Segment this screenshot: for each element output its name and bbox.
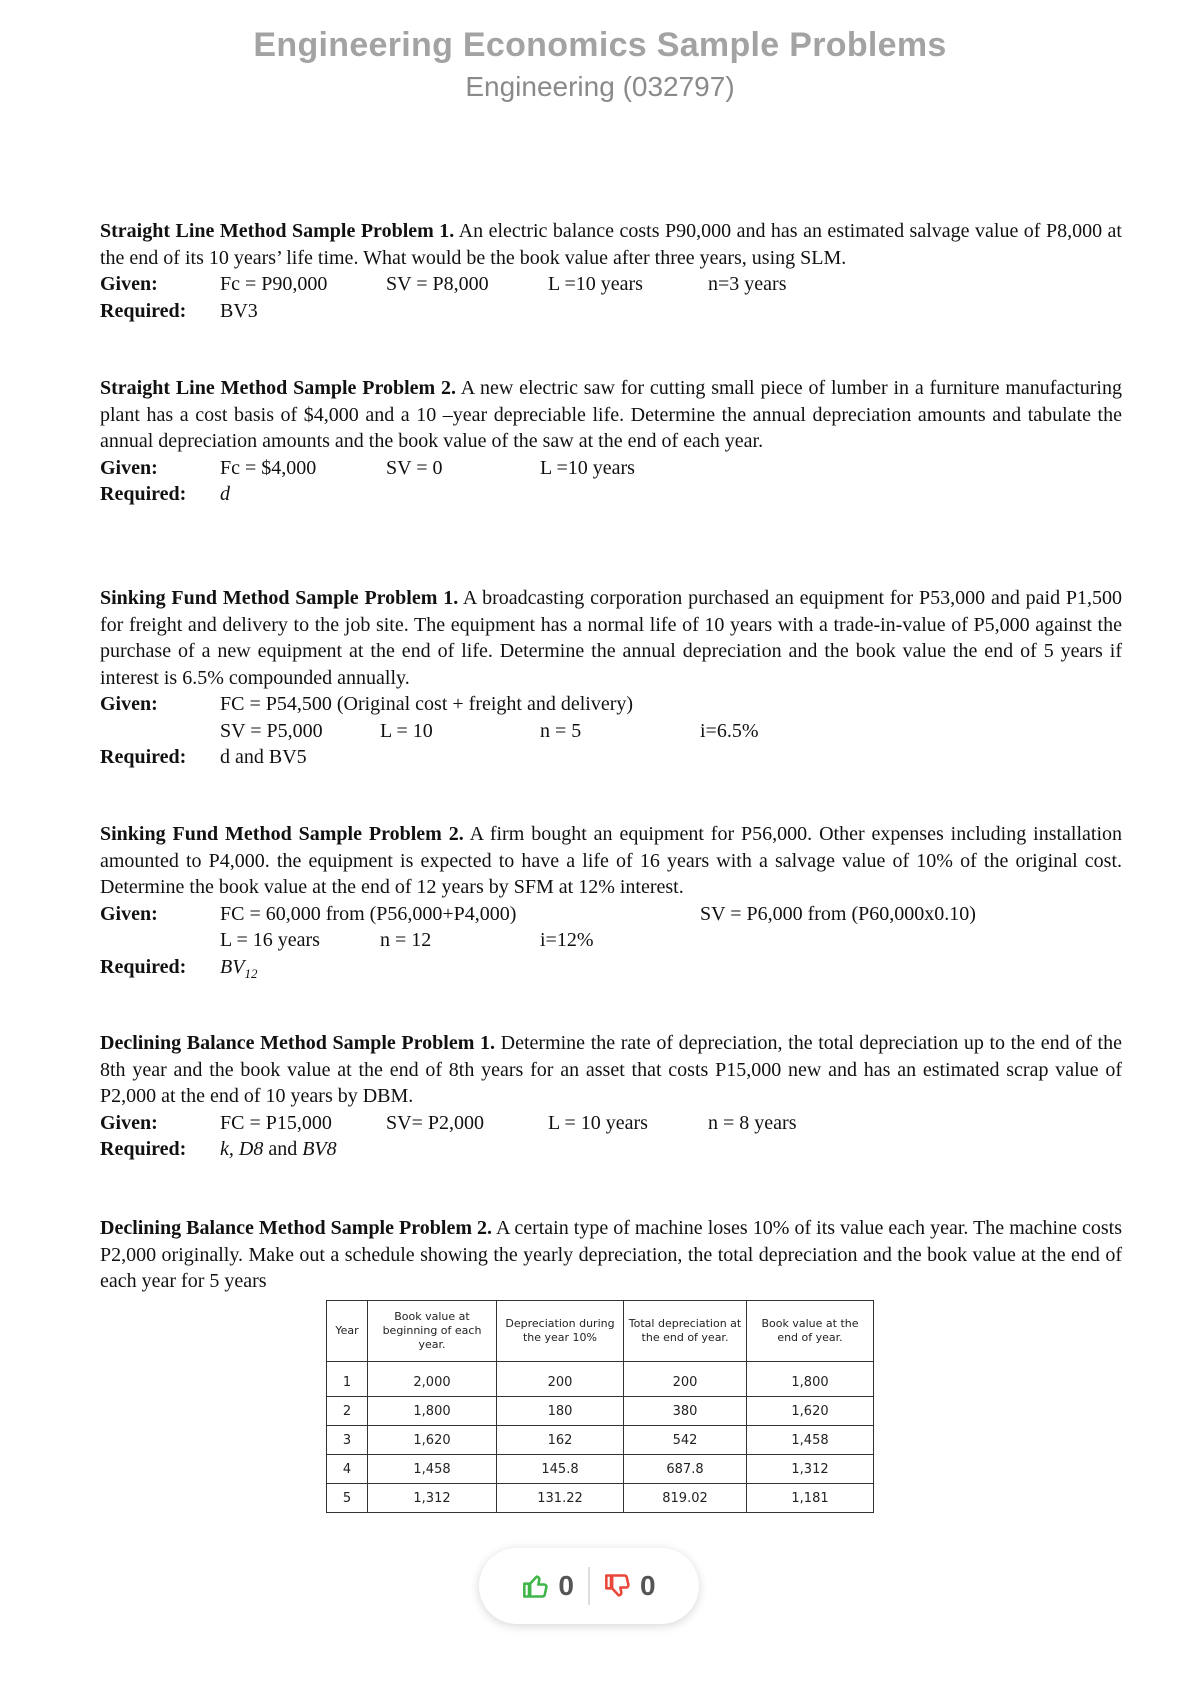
- given-value: Fc = P90,000: [220, 273, 328, 295]
- given-row: [100, 927, 1122, 954]
- problem-statement: [100, 375, 1122, 455]
- table-cell: 200: [497, 1362, 624, 1397]
- given-value: FC = P15,000: [220, 1111, 332, 1134]
- table-header-cell: Total depreciation at the end of year.: [624, 1301, 747, 1362]
- problem-sfm-1: [100, 585, 1122, 771]
- upvote-count: 0: [558, 1570, 574, 1601]
- given-value: i=12%: [540, 929, 594, 951]
- table-cell: 1,620: [747, 1397, 874, 1426]
- table-cell: 687.8: [624, 1455, 747, 1484]
- table-cell: 1,458: [747, 1426, 874, 1455]
- table-cell: 180: [497, 1397, 624, 1426]
- required-label: Required:: [100, 299, 187, 322]
- given-row: [100, 455, 1122, 482]
- problem-text: A new electric saw for cutting small piece of lumber in a furniture manufacturing plant has a cost basis of $4,000 and a 10 –year depreciable life. Determine the annual depreciation amounts and tabulate the annual depreciation amounts and the book value of the saw at the end of each year.: [100, 377, 1122, 452]
- given-value: SV = P6,000 from (P60,000x0.10): [700, 902, 976, 925]
- depreciation-schedule-table: [326, 1300, 874, 1513]
- table-cell: 162: [497, 1426, 624, 1455]
- document-title: Engineering Economics Sample Problems: [253, 26, 947, 64]
- table-cell: 1,800: [747, 1362, 874, 1397]
- given-value: SV = P5,000: [220, 719, 323, 742]
- problem-heading: Declining Balance Method Sample Problem 2.: [100, 1217, 493, 1239]
- document-header: [0, 24, 1200, 104]
- given-value: SV = 0: [386, 456, 443, 479]
- required-part: BV8: [302, 1138, 337, 1160]
- required-row: [100, 481, 1122, 508]
- problem-dbm-2: [100, 1215, 1122, 1295]
- given-value: n=3 years: [708, 273, 787, 295]
- required-part: k, D8: [220, 1138, 264, 1160]
- required-row: [100, 298, 1122, 325]
- given-label: Given:: [100, 273, 158, 295]
- table-row: [327, 1426, 874, 1455]
- table-header-cell: Depreciation during the year 10%: [497, 1301, 624, 1362]
- table-cell: 131.22: [497, 1484, 624, 1513]
- required-value: d: [220, 483, 230, 505]
- required-value: d and BV5: [220, 746, 307, 768]
- table-row: [327, 1484, 874, 1513]
- given-value: L = 10 years: [548, 1111, 648, 1134]
- problem-text: Determine the rate of depreciation, the total depreciation up to the end of the 8th year and the book value at the end of 8th years for an asset that costs P15,000 new and has an estimated scrap value of P2,000 at the end of 10 years by DBM.: [100, 1032, 1122, 1107]
- given-label: Given:: [100, 902, 158, 925]
- downvote-count: 0: [640, 1570, 656, 1601]
- given-row: [100, 1110, 1122, 1137]
- thumbs-down-icon: [604, 1572, 632, 1600]
- problem-text: A certain type of machine loses 10% of its value each year. The machine costs P2,000 originally. Make out a schedule showing the yearly depreciation, the total depreciation and the book value at the end of each year for 5 years: [100, 1217, 1122, 1292]
- given-value: SV = P8,000: [386, 273, 489, 295]
- given-label: Given:: [100, 456, 158, 479]
- problem-heading: Straight Line Method Sample Problem 2.: [100, 377, 457, 399]
- required-value: [220, 954, 257, 988]
- table-cell: 200: [624, 1362, 747, 1397]
- table-cell: 1,458: [368, 1455, 497, 1484]
- required-label: Required:: [100, 1138, 187, 1160]
- table-cell: 1,620: [368, 1426, 497, 1455]
- table-cell: 2: [327, 1397, 368, 1426]
- required-row: [100, 1136, 1122, 1163]
- problem-statement: [100, 821, 1122, 901]
- required-part: and: [268, 1138, 298, 1160]
- table-cell: 1: [327, 1362, 368, 1397]
- table-cell: 1,181: [747, 1484, 874, 1513]
- given-label: Given:: [100, 693, 158, 715]
- problem-statement: [100, 218, 1122, 271]
- table-row: [327, 1397, 874, 1426]
- table-cell: 1,800: [368, 1397, 497, 1426]
- table-row: [327, 1455, 874, 1484]
- table-header-row: [327, 1301, 874, 1362]
- problem-sfm-2: [100, 821, 1122, 987]
- table-cell: 4: [327, 1455, 368, 1484]
- problem-statement: [100, 1030, 1122, 1110]
- given-label: Given:: [100, 1111, 158, 1134]
- given-value: n = 8 years: [708, 1111, 797, 1134]
- given-value: n = 12: [380, 929, 432, 951]
- required-row: [100, 744, 1122, 771]
- table-cell: 2,000: [368, 1362, 497, 1397]
- table-header-cell: Book value at the end of year.: [747, 1301, 874, 1362]
- given-row: [100, 271, 1122, 298]
- given-row: [100, 901, 1122, 928]
- table-row: [327, 1362, 874, 1397]
- problem-heading: Sinking Fund Method Sample Problem 1.: [100, 587, 459, 609]
- given-value: FC = 60,000 from (P56,000+P4,000): [220, 902, 517, 925]
- table-cell: 145.8: [497, 1455, 624, 1484]
- given-value: L = 16 years: [220, 929, 320, 951]
- table-cell: 3: [327, 1426, 368, 1455]
- table-cell: 819.02: [624, 1484, 747, 1513]
- table-cell: 1,312: [368, 1484, 497, 1513]
- required-subscript: 12: [244, 965, 258, 981]
- upvote-button[interactable]: [508, 1570, 588, 1602]
- problem-heading: Declining Balance Method Sample Problem 1.: [100, 1032, 496, 1054]
- table-header-cell: Book value at beginning of each year.: [368, 1301, 497, 1362]
- given-value: i=6.5%: [700, 719, 759, 742]
- table-cell: 380: [624, 1397, 747, 1426]
- problem-text: An electric balance costs P90,000 and has an estimated salvage value of P8,000 at the end of its 10 years’ life time. What would be the book value after three years, using SLM.: [100, 220, 1122, 269]
- required-label: Required:: [100, 955, 187, 978]
- problem-dbm-1: [100, 1030, 1122, 1163]
- problem-text: A firm bought an equipment for P56,000. Other expenses including installation amounted to P4,000. the equipment is expected to have a life of 16 years with a salvage value of 10% of the original cost. Determine the book value at the end of 12 years by SFM at 12% interest.: [100, 823, 1123, 898]
- required-row: [100, 954, 1122, 988]
- required-main: BV: [220, 955, 245, 978]
- thumbs-up-icon: [522, 1572, 550, 1600]
- given-row: [100, 718, 1122, 745]
- required-label: Required:: [100, 746, 187, 768]
- table-header-cell: Year: [327, 1301, 368, 1362]
- problem-slm-2: [100, 375, 1122, 508]
- required-label: Required:: [100, 483, 187, 505]
- problem-heading: Sinking Fund Method Sample Problem 2.: [100, 823, 464, 845]
- given-value: FC = P54,500 (Original cost + freight and delivery): [220, 693, 634, 715]
- given-row: [100, 691, 1122, 718]
- table-cell: 1,312: [747, 1455, 874, 1484]
- given-value: L =10 years: [548, 273, 643, 295]
- problem-heading: Straight Line Method Sample Problem 1.: [100, 220, 455, 242]
- given-value: Fc = $4,000: [220, 456, 317, 479]
- given-value: SV= P2,000: [386, 1111, 484, 1134]
- given-value: n = 5: [540, 719, 582, 742]
- given-value: L = 10: [380, 719, 433, 742]
- vote-widget: [479, 1548, 699, 1624]
- required-value: [220, 1136, 337, 1163]
- required-value: BV3: [220, 299, 258, 322]
- problem-text: A broadcasting corporation purchased an equipment for P53,000 and paid P1,500 for freight and delivery to the job site. The equipment has a normal life of 10 years with a trade-in-value of P5,000 against the purchase of a new equipment at the end of life. Determine the annual depreciation and the book value the end of 5 years if interest is 6.5% compounded annually.: [100, 587, 1123, 689]
- downvote-button[interactable]: [590, 1570, 670, 1602]
- table-cell: 542: [624, 1426, 747, 1455]
- document-subtitle: Engineering (032797): [465, 71, 735, 102]
- given-value: L =10 years: [540, 456, 635, 479]
- problem-statement: [100, 585, 1122, 691]
- problem-slm-1: [100, 218, 1122, 324]
- problem-statement: [100, 1215, 1122, 1295]
- table-cell: 5: [327, 1484, 368, 1513]
